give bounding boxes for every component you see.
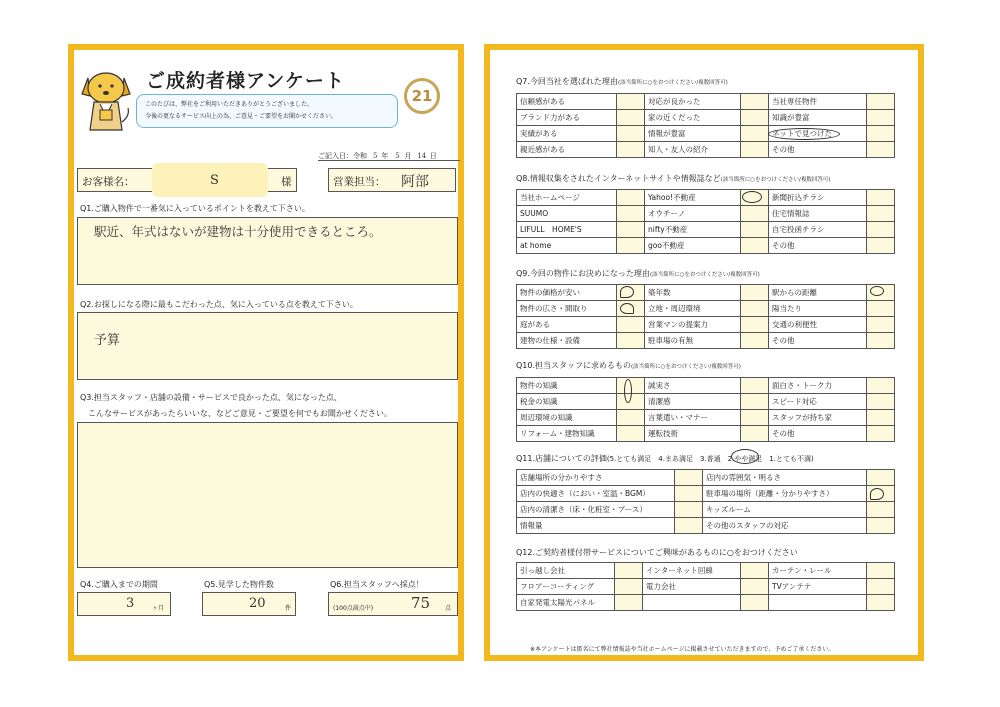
- table-row: [517, 426, 895, 442]
- handwritten-circle-mark: [742, 191, 762, 203]
- q12-check[interactable]: [741, 579, 769, 595]
- q12-option[interactable]: [769, 595, 867, 611]
- q7-option[interactable]: 対応が良かった: [645, 94, 741, 110]
- q11-scale: (5.とても満足 4.まあ満足 3.普通 2.やや満足 1.とても不満): [606, 455, 814, 463]
- q10-option[interactable]: スタッフが持ち家: [769, 410, 867, 426]
- q7-check[interactable]: [867, 94, 895, 110]
- q10-table: [516, 377, 895, 442]
- q11-item[interactable]: 店内の清潔さ（床・化粧室・ブース）: [517, 502, 675, 518]
- q8-table: [516, 189, 895, 254]
- table-row: [517, 486, 895, 502]
- date-month: 5: [395, 152, 400, 160]
- q10-option[interactable]: 物件の知識: [517, 378, 617, 394]
- q7-check[interactable]: [617, 126, 645, 142]
- q7-check[interactable]: [867, 110, 895, 126]
- q12-check[interactable]: [615, 595, 643, 611]
- q11-item[interactable]: その他のスタッフの対応: [703, 518, 867, 534]
- q7-option[interactable]: 当社専任物件: [769, 94, 867, 110]
- q5-label: Q5.見学した物件数: [204, 580, 274, 589]
- q11-title: [516, 453, 814, 464]
- q7-title: [516, 76, 728, 87]
- q12-check[interactable]: [867, 579, 895, 595]
- q8-option[interactable]: 新聞折込チラシ: [769, 190, 867, 206]
- table-row: [517, 563, 895, 579]
- q10-check[interactable]: [617, 426, 645, 442]
- q8-option[interactable]: その他: [769, 238, 867, 254]
- q1-answer: 駅近、年式はないが建物は十分使用できるところ。: [94, 224, 382, 239]
- q10-check[interactable]: [867, 378, 895, 394]
- q12-check[interactable]: [741, 563, 769, 579]
- q12-option[interactable]: 引っ越し会社: [517, 563, 615, 579]
- q11-item[interactable]: 店内の雰囲気・明るさ: [703, 470, 867, 486]
- q1-label: Q1.ご購入物件で一番気に入っているポイントを教えて下さい。: [80, 204, 310, 213]
- q10-option[interactable]: 面白さ・トーク力: [769, 378, 867, 394]
- q7-table: [516, 93, 895, 158]
- q9-title-text: Q9.今回の物件にお決めになった理由: [516, 269, 650, 278]
- q12-check[interactable]: [867, 595, 895, 611]
- q7-check[interactable]: [617, 142, 645, 158]
- q11-rating[interactable]: [867, 518, 895, 534]
- handwritten-circle-mark: [768, 128, 840, 140]
- date-underline: [318, 160, 460, 161]
- q2-answer: 予算: [94, 333, 121, 348]
- q12-check[interactable]: [741, 595, 769, 611]
- q11-rating[interactable]: [675, 470, 703, 486]
- q11-rating[interactable]: [867, 470, 895, 486]
- q9-check[interactable]: [741, 301, 769, 317]
- q9-option[interactable]: 駅からの距離: [769, 285, 867, 301]
- table-row: [517, 190, 895, 206]
- q11-rating[interactable]: [675, 502, 703, 518]
- q10-option[interactable]: 周辺環境の知識: [517, 410, 617, 426]
- q7-option[interactable]: その他: [769, 142, 867, 158]
- table-row: [517, 394, 895, 410]
- q4-box: [77, 592, 171, 616]
- q8-option[interactable]: Yahoo!不動産: [645, 190, 741, 206]
- footer-note: ※本アンケートは匿名にて弊社情報誌や当社ホームページに掲載させていただきますので、予めご了承ください。: [530, 646, 835, 653]
- q7-option[interactable]: 情報が豊富: [645, 126, 741, 142]
- q7-check[interactable]: [741, 94, 769, 110]
- q12-option[interactable]: 自家発電太陽光パネル: [517, 595, 615, 611]
- dog-mascot-icon: [80, 64, 132, 140]
- q8-check[interactable]: [741, 222, 769, 238]
- table-row: [517, 470, 895, 486]
- table-row: [517, 378, 895, 394]
- q7-check[interactable]: [867, 142, 895, 158]
- q9-option[interactable]: 築年数: [645, 285, 741, 301]
- q11-item[interactable]: 店内の快適さ（におい・室温・BGM）: [517, 486, 675, 502]
- q7-check[interactable]: [741, 126, 769, 142]
- date-year-unit: 年: [381, 152, 389, 160]
- greeting-line-2: 今後の更なるサービス向上の為、ご意見・ご要望をお聞かせください。: [145, 113, 338, 120]
- date-year: 5: [373, 152, 378, 160]
- customer-label: お客様名：: [82, 176, 135, 188]
- q7-option[interactable]: ネットで見つけた: [769, 126, 867, 142]
- q8-option[interactable]: LIFULL HOME'S: [517, 222, 617, 238]
- q8-title-text: Q8.情報収集をされたインターネットサイトや情報誌など: [516, 174, 721, 183]
- q12-option[interactable]: カーテン・レール: [769, 563, 867, 579]
- q9-option[interactable]: その他: [769, 333, 867, 349]
- q11-rating[interactable]: [867, 502, 895, 518]
- q12-check[interactable]: [615, 563, 643, 579]
- table-row: [517, 595, 895, 611]
- customer-name: S: [210, 173, 219, 188]
- q10-check[interactable]: [867, 426, 895, 442]
- table-row: [517, 142, 895, 158]
- q9-check[interactable]: [741, 285, 769, 301]
- q8-option[interactable]: 自宅投函チラシ: [769, 222, 867, 238]
- q8-sub: (該当箇所に○をおつけください/複数回答可): [720, 177, 831, 183]
- q10-check[interactable]: [741, 426, 769, 442]
- q7-option[interactable]: 知人・友人の紹介: [645, 142, 741, 158]
- q10-option[interactable]: 言葉遣い・マナー: [645, 410, 741, 426]
- staff-name: 阿部: [401, 174, 429, 190]
- q9-check[interactable]: [867, 317, 895, 333]
- q11-rating[interactable]: [675, 518, 703, 534]
- q12-table: [516, 562, 895, 611]
- greeting-line-1: このたびは、弊社をご利用いただきありがとうございました。: [145, 101, 314, 108]
- q10-option[interactable]: リフォーム・建物知識: [517, 426, 617, 442]
- table-row: [517, 502, 895, 518]
- q2-answer-box: [77, 312, 458, 380]
- date-day-unit: 日: [429, 152, 437, 160]
- q7-check[interactable]: [867, 126, 895, 142]
- q10-title-text: Q10.担当スタッフに求めるもの: [516, 361, 632, 370]
- q10-option[interactable]: 清潔感: [645, 394, 741, 410]
- q9-option[interactable]: 立地・周辺環境: [645, 301, 741, 317]
- q7-option[interactable]: 家の近くだった: [645, 110, 741, 126]
- q10-option[interactable]: 誠実さ: [645, 378, 741, 394]
- q6-value: 75: [411, 594, 431, 612]
- handwritten-circle-mark: [870, 286, 884, 296]
- q8-check[interactable]: [617, 222, 645, 238]
- q9-check[interactable]: [741, 333, 769, 349]
- q10-check[interactable]: [741, 394, 769, 410]
- q12-option[interactable]: [643, 595, 741, 611]
- table-row: [517, 206, 895, 222]
- q8-option[interactable]: goo不動産: [645, 238, 741, 254]
- q12-option[interactable]: インターネット回線: [643, 563, 741, 579]
- q12-option[interactable]: 電力会社: [643, 579, 741, 595]
- q8-check[interactable]: [867, 206, 895, 222]
- table-row: [517, 410, 895, 426]
- table-row: [517, 301, 895, 317]
- q4-label: Q4.ご購入までの期間: [80, 580, 158, 589]
- q7-sub: (該当箇所に○をおつけください/複数回答可): [617, 80, 728, 86]
- q4-unit: ヶ月: [152, 605, 165, 612]
- q7-option[interactable]: 知識が豊富: [769, 110, 867, 126]
- q9-option[interactable]: 交通の利便性: [769, 317, 867, 333]
- q6-note: (100点満点中): [333, 605, 374, 612]
- q7-title-text: Q7.今回当社を選ばれた理由: [516, 77, 618, 86]
- date-month-unit: 月: [404, 152, 412, 160]
- staff-label: 営業担当：: [333, 176, 386, 188]
- q10-check[interactable]: [617, 410, 645, 426]
- table-row: [517, 94, 895, 110]
- q3-answer-box: [77, 422, 458, 568]
- table-row: [517, 317, 895, 333]
- q8-check[interactable]: [867, 238, 895, 254]
- q10-title: [516, 360, 741, 371]
- q10-sub: (該当箇所に○をおつけください/複数回答可): [631, 364, 741, 370]
- q10-check[interactable]: [741, 378, 769, 394]
- q10-check[interactable]: [867, 410, 895, 426]
- q12-check[interactable]: [615, 579, 643, 595]
- date-label: ご記入日：令和: [318, 152, 367, 160]
- greeting-bubble: [136, 94, 398, 128]
- handwritten-circle-mark: [620, 286, 634, 298]
- q1-answer-box: [77, 217, 458, 285]
- q4-value: 3: [126, 596, 135, 611]
- survey-title: ご成約者様アンケート: [146, 70, 345, 92]
- q5-unit: 件: [285, 605, 292, 612]
- q7-option[interactable]: 信頼感がある: [517, 94, 617, 110]
- q8-check[interactable]: [867, 190, 895, 206]
- q5-box: [202, 592, 296, 616]
- q6-label: Q6.担当スタッフへ採点！: [330, 580, 424, 589]
- q12-option[interactable]: フロアーコーティング: [517, 579, 615, 595]
- q12-check[interactable]: [867, 563, 895, 579]
- q8-check[interactable]: [617, 206, 645, 222]
- q8-option[interactable]: at home: [517, 238, 617, 254]
- q9-sub: (該当箇所に○をおつけください/複数回答可): [649, 272, 760, 278]
- q11-item[interactable]: 情報量: [517, 518, 675, 534]
- q10-option[interactable]: スピード対応: [769, 394, 867, 410]
- q9-option[interactable]: 駐車場の有無: [645, 333, 741, 349]
- q7-check[interactable]: [741, 142, 769, 158]
- q9-option[interactable]: 建物の仕様・設備: [517, 333, 617, 349]
- q7-option[interactable]: 親近感がある: [517, 142, 617, 158]
- handwritten-circle-mark: [731, 449, 759, 464]
- q7-check[interactable]: [617, 94, 645, 110]
- q9-option[interactable]: 物件の価格が安い: [517, 285, 617, 301]
- staff-name-box: [328, 168, 456, 192]
- q11-table: [516, 469, 895, 534]
- survey-sheet-left: [68, 44, 464, 661]
- q8-check[interactable]: [617, 190, 645, 206]
- company-logo: 21: [404, 78, 440, 114]
- q11-item[interactable]: 店舗場所の分かりやすさ: [517, 470, 675, 486]
- customer-suffix: 様: [281, 176, 292, 188]
- handwritten-circle-mark: [624, 379, 632, 403]
- q9-check[interactable]: [867, 333, 895, 349]
- q9-option[interactable]: 営業マンの提案力: [645, 317, 741, 333]
- q8-title: [516, 173, 831, 184]
- q8-option[interactable]: 住宅情報誌: [769, 206, 867, 222]
- q9-title: [516, 268, 760, 279]
- q8-check[interactable]: [741, 206, 769, 222]
- q8-check[interactable]: [741, 238, 769, 254]
- q6-unit: 点: [445, 605, 452, 612]
- q9-check[interactable]: [741, 317, 769, 333]
- q8-option[interactable]: nifty不動産: [645, 222, 741, 238]
- q8-option[interactable]: 当社ホームページ: [517, 190, 617, 206]
- q9-option[interactable]: 物件の広さ・間取り: [517, 301, 617, 317]
- survey-sheet-right: [484, 44, 924, 661]
- q8-option[interactable]: オウチーノ: [645, 206, 741, 222]
- q7-option[interactable]: ブランド力がある: [517, 110, 617, 126]
- handwritten-circle-mark: [620, 303, 634, 314]
- table-row: [517, 110, 895, 126]
- q8-check[interactable]: [617, 238, 645, 254]
- q10-check[interactable]: [867, 394, 895, 410]
- q11-rating[interactable]: [675, 486, 703, 502]
- q7-option[interactable]: 実績がある: [517, 126, 617, 142]
- q10-option[interactable]: その他: [769, 426, 867, 442]
- q10-option[interactable]: 税金の知識: [517, 394, 617, 410]
- table-row: [517, 238, 895, 254]
- table-row: [517, 222, 895, 238]
- table-row: [517, 579, 895, 595]
- q10-option[interactable]: 運転技術: [645, 426, 741, 442]
- table-row: [517, 333, 895, 349]
- q3-label-line-2: こんなサービスがあったらいいな、などご意見・ご要望を何でもお聞かせください。: [88, 409, 392, 418]
- q10-check[interactable]: [741, 410, 769, 426]
- handwritten-circle-mark: [870, 488, 884, 500]
- q11-item[interactable]: 駐車場の場所（距離・分かりやすさ）: [703, 486, 867, 502]
- q11-title-text: Q11.店舗についての評価: [516, 454, 607, 463]
- q9-check[interactable]: [617, 333, 645, 349]
- q9-check[interactable]: [867, 301, 895, 317]
- q7-check[interactable]: [741, 110, 769, 126]
- q9-check[interactable]: [617, 317, 645, 333]
- q5-value: 20: [249, 596, 266, 611]
- table-row: [517, 285, 895, 301]
- q7-check[interactable]: [617, 110, 645, 126]
- q9-option[interactable]: 庭がある: [517, 317, 617, 333]
- q3-label-line-1: Q3.担当スタッフ・店舗の設備・サービスで良かった点、気になった点、: [80, 393, 342, 402]
- q8-check[interactable]: [867, 222, 895, 238]
- q12-title: Q12.ご契約者様付帯サービスについてご興味があるものに○をおつけください: [516, 548, 798, 557]
- date-day: 14: [417, 152, 427, 160]
- customer-name-box: [77, 168, 297, 192]
- q11-item[interactable]: キッズルーム: [703, 502, 867, 518]
- q2-label: Q2.お探しになる際に最もこだわった点、気に入っている点を教えて下さい。: [80, 300, 358, 309]
- q12-option[interactable]: TVアンテナ: [769, 579, 867, 595]
- q9-option[interactable]: 陽当たり: [769, 301, 867, 317]
- q8-option[interactable]: SUUMO: [517, 206, 617, 222]
- q6-box: [328, 592, 458, 616]
- table-row: [517, 518, 895, 534]
- q9-table: [516, 284, 895, 349]
